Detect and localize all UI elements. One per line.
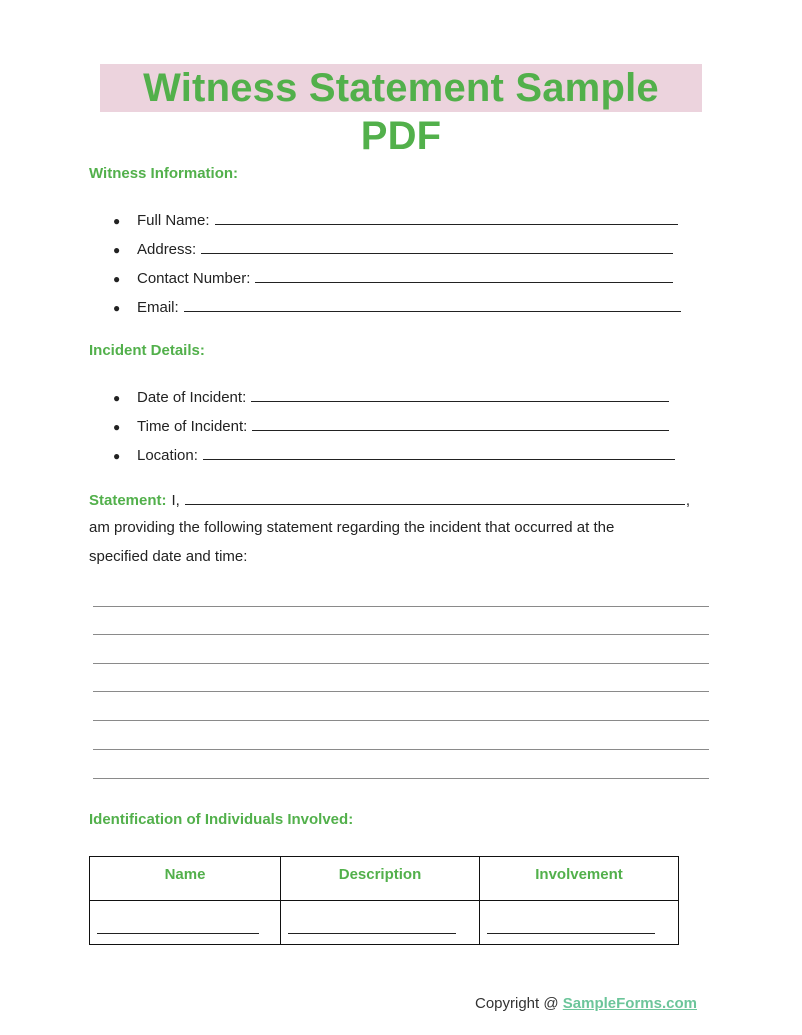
column-header-involvement: Involvement bbox=[480, 857, 679, 901]
statement-writing-line[interactable] bbox=[93, 720, 709, 721]
bullet-icon: ● bbox=[113, 449, 121, 463]
brand-link[interactable]: SampleForms.com bbox=[562, 995, 697, 1012]
column-header-description: Description bbox=[281, 857, 480, 901]
field-date-of-incident[interactable] bbox=[113, 387, 669, 406]
field-email[interactable] bbox=[113, 297, 681, 316]
blank-line[interactable] bbox=[215, 210, 678, 225]
statement-line bbox=[89, 490, 690, 509]
field-time-of-incident[interactable] bbox=[113, 416, 669, 435]
field-label: Location: bbox=[137, 447, 198, 464]
statement-text-3: specified date and time: bbox=[89, 548, 248, 565]
statement-prefix: I, bbox=[171, 492, 180, 509]
bullet-icon: ● bbox=[113, 391, 121, 405]
blank-line[interactable] bbox=[251, 387, 669, 402]
field-full-name[interactable] bbox=[113, 210, 678, 229]
statement-writing-line[interactable] bbox=[93, 749, 709, 750]
field-label: Date of Incident: bbox=[137, 389, 247, 406]
witness-info-heading: Witness Information: bbox=[89, 165, 239, 182]
name-cell[interactable] bbox=[90, 901, 281, 945]
column-header-name: Name bbox=[90, 857, 281, 901]
bullet-icon: ● bbox=[113, 214, 121, 228]
statement-writing-line[interactable] bbox=[93, 691, 709, 692]
involvement-cell[interactable] bbox=[480, 901, 679, 945]
bullet-icon: ● bbox=[113, 420, 121, 434]
statement-suffix: , bbox=[685, 492, 691, 509]
individuals-table bbox=[89, 856, 679, 945]
field-address[interactable] bbox=[113, 239, 673, 258]
statement-writing-line[interactable] bbox=[93, 606, 709, 607]
copyright-footer bbox=[475, 995, 697, 1012]
statement-writing-line[interactable] bbox=[93, 663, 709, 664]
field-label: Full Name: bbox=[137, 212, 210, 229]
copyright-text: Copyright @ bbox=[475, 995, 559, 1012]
blank-line[interactable] bbox=[203, 445, 675, 460]
statement-writing-line[interactable] bbox=[93, 634, 709, 635]
description-cell[interactable] bbox=[281, 901, 480, 945]
field-label: Address: bbox=[137, 241, 197, 258]
individuals-heading: Identification of Individuals Involved: bbox=[89, 811, 354, 828]
field-label: Contact Number: bbox=[137, 270, 251, 287]
bullet-icon: ● bbox=[113, 301, 121, 315]
blank-line[interactable] bbox=[97, 923, 259, 934]
field-contact-number[interactable] bbox=[113, 268, 673, 287]
blank-line[interactable] bbox=[184, 297, 681, 312]
blank-line[interactable] bbox=[255, 268, 673, 283]
field-location[interactable] bbox=[113, 445, 675, 464]
statement-writing-line[interactable] bbox=[93, 778, 709, 779]
statement-name-blank[interactable] bbox=[185, 490, 685, 505]
blank-line[interactable] bbox=[201, 239, 673, 254]
bullet-icon: ● bbox=[113, 272, 121, 286]
page-title: Witness Statement Sample PDF bbox=[100, 64, 702, 112]
bullet-icon: ● bbox=[113, 243, 121, 257]
table-header-row bbox=[90, 857, 679, 901]
field-label: Time of Incident: bbox=[137, 418, 248, 435]
statement-label: Statement: bbox=[89, 492, 167, 509]
field-label: Email: bbox=[137, 299, 179, 316]
statement-text-2: am providing the following statement regarding the incident that occurred at the bbox=[89, 519, 615, 536]
incident-details-heading: Incident Details: bbox=[89, 342, 205, 359]
blank-line[interactable] bbox=[288, 923, 456, 934]
blank-line[interactable] bbox=[487, 923, 655, 934]
table-row bbox=[90, 901, 679, 945]
blank-line[interactable] bbox=[252, 416, 669, 431]
